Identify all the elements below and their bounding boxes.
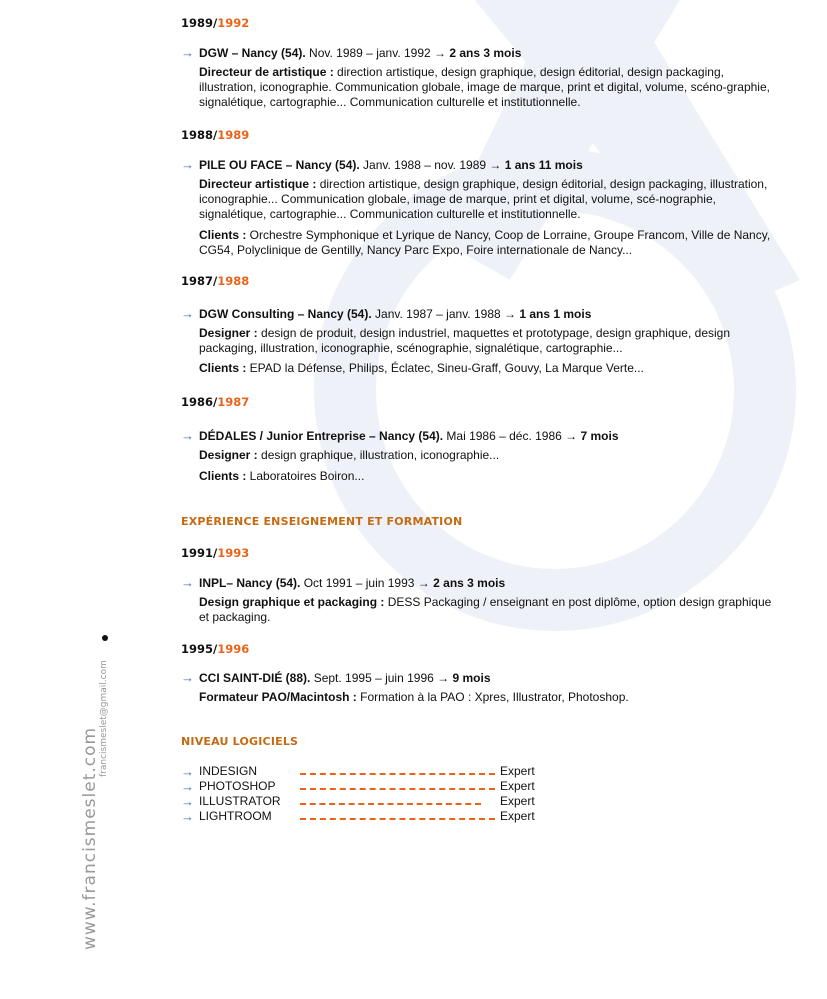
clients-text: EPAD la Défense, Philips, Éclatec, Sineu-Graff, Gouvy, La Marque Verte... xyxy=(246,361,644,375)
skill-level-bar xyxy=(300,788,495,790)
role-description xyxy=(181,690,781,705)
year-start: 1986/ xyxy=(181,395,218,409)
experience-entry xyxy=(181,272,781,393)
dates: Janv. 1988 – nov. 1989 xyxy=(359,158,490,172)
software-name: PHOTOSHOP xyxy=(199,779,276,793)
arrow-right-icon: → xyxy=(181,764,194,779)
duration-arrow-icon: → xyxy=(565,429,578,443)
period xyxy=(181,640,781,658)
clients-description xyxy=(181,469,781,484)
skill-level-label: Expert xyxy=(500,779,535,793)
duration-arrow-icon: → xyxy=(417,576,430,590)
duration: 2 ans 3 mois xyxy=(446,46,522,60)
entry-header xyxy=(181,306,781,322)
role-text: design de produit, design industriel, maquettes et prototypage, design graphique, design packaging, illustration, iconographie, scénographie, signalétique, cartographie... xyxy=(199,326,731,355)
experience-entry xyxy=(181,14,781,126)
entry-header xyxy=(181,575,781,591)
year-start: 1995/ xyxy=(181,642,218,656)
company-name: PILE OU FACE – Nancy (54). xyxy=(199,158,360,172)
role-label: Directeur artistique : xyxy=(199,177,317,191)
role-description xyxy=(181,595,781,625)
company-name: CCI SAINT-DIÉ (88). xyxy=(199,671,311,685)
company-name: DGW Consulting – Nancy (54). xyxy=(199,307,372,321)
role-label: Designer : xyxy=(199,448,258,462)
duration: 1 ans 11 mois xyxy=(501,158,583,172)
role-description xyxy=(181,326,781,356)
duration-arrow-icon: → xyxy=(504,307,517,321)
role-description xyxy=(181,448,781,463)
section-title-teaching: EXPÉRIENCE ENSEIGNEMENT ET FORMATION xyxy=(181,515,463,528)
arrow-right-icon: → xyxy=(181,306,194,321)
year-end: 1989 xyxy=(217,128,250,142)
role-description xyxy=(181,65,781,110)
company-name: DÉDALES / Junior Entreprise – Nancy (54). xyxy=(199,429,444,443)
experience-entry xyxy=(181,126,781,272)
role-label: Formateur PAO/Macintosh : xyxy=(199,690,357,704)
period xyxy=(181,14,781,32)
role-text: direction artistique, design graphique, design éditorial, design packaging, illustration, iconographie. Communication globale, image de marque, print et digital, volume, scéno-graphie, signalétique, cartographie... Communication culturelle et institutionnelle. xyxy=(199,65,770,109)
duration: 2 ans 3 mois xyxy=(429,576,506,590)
arrow-right-icon: → xyxy=(181,45,194,60)
dates: Mai 1986 – déc. 1986 xyxy=(443,429,566,443)
entry-header xyxy=(181,428,781,444)
role-description xyxy=(181,177,781,222)
software-list xyxy=(181,764,781,824)
period xyxy=(181,393,781,411)
company-name: DGW – Nancy (54). xyxy=(199,46,306,60)
clients-label: Clients : xyxy=(199,361,247,375)
duration-arrow-icon: → xyxy=(437,671,450,685)
clients-text: Orchestre Symphonique et Lyrique de Nancy, Coop de Lorraine, Groupe Francom, Ville de Nancy, CG54, Polyclinique de Gentilly, Nancy Parc Expo, Foire internationale de Nancy... xyxy=(199,228,771,257)
skill-level-label: Expert xyxy=(500,794,535,808)
year-end: 1987 xyxy=(217,395,250,409)
arrow-right-icon: → xyxy=(181,809,194,824)
sidebar-website[interactable]: www.francismeslet.com xyxy=(80,726,100,950)
software-name: ILLUSTRATOR xyxy=(199,794,281,808)
year-end: 1992 xyxy=(217,16,250,30)
period xyxy=(181,544,781,562)
arrow-right-icon: → xyxy=(181,157,194,172)
duration: 1 ans 1 mois xyxy=(516,307,592,321)
duration-arrow-icon: → xyxy=(434,46,447,60)
arrow-right-icon: → xyxy=(181,428,194,443)
company-name: INPL– Nancy (54). xyxy=(199,576,301,590)
sidebar-email[interactable]: francismeslet@gmail.com xyxy=(99,660,109,777)
dates: Nov. 1989 – janv. 1992 xyxy=(305,46,435,60)
year-start: 1991/ xyxy=(181,546,218,560)
year-end: 1993 xyxy=(217,546,250,560)
software-name: LIGHTROOM xyxy=(199,809,272,823)
section-title-software: NIVEAU LOGICIELS xyxy=(181,735,299,748)
teaching-entry xyxy=(181,640,781,734)
dates: Janv. 1987 – janv. 1988 xyxy=(371,307,505,321)
year-end: 1996 xyxy=(217,642,250,656)
arrow-right-icon: → xyxy=(181,670,194,685)
software-row xyxy=(181,809,781,824)
dates: Sept. 1995 – juin 1996 xyxy=(310,671,438,685)
experience-entry xyxy=(181,393,781,514)
year-start: 1988/ xyxy=(181,128,218,142)
cv-content xyxy=(181,14,781,824)
role-label: Directeur de artistique : xyxy=(199,65,334,79)
role-text: direction artistique, design graphique, design éditorial, design packaging, illustration, iconographie... Communication globale, image de marque, print et digital, volume, scé-nographie, signalétique, cartographie... Communication culturelle et institutionnelle. xyxy=(199,177,768,221)
skill-level-bar xyxy=(300,818,495,820)
software-row xyxy=(181,779,781,794)
software-row xyxy=(181,764,781,779)
skill-level-bar xyxy=(300,803,481,805)
clients-description xyxy=(181,361,781,376)
duration: 7 mois xyxy=(577,429,619,443)
period xyxy=(181,272,781,290)
skill-level-label: Expert xyxy=(500,809,535,823)
clients-label: Clients : xyxy=(199,469,247,483)
year-start: 1987/ xyxy=(181,274,218,288)
clients-label: Clients : xyxy=(199,228,247,242)
duration-arrow-icon: → xyxy=(489,158,502,172)
clients-text: Laboratoires Boiron... xyxy=(246,469,365,483)
entry-header xyxy=(181,45,781,61)
role-label: Designer : xyxy=(199,326,258,340)
role-text: design graphique, illustration, iconographie... xyxy=(257,448,500,462)
teaching-entry xyxy=(181,544,781,640)
year-end: 1988 xyxy=(217,274,250,288)
role-label: Design graphique et packaging : xyxy=(199,595,385,609)
software-name: INDESIGN xyxy=(199,764,258,778)
entry-header xyxy=(181,670,781,686)
entry-header xyxy=(181,157,781,173)
skill-level-bar xyxy=(300,773,495,775)
dates: Oct 1991 – juin 1993 xyxy=(300,576,418,590)
sidebar-bullet xyxy=(102,635,108,641)
software-row xyxy=(181,794,781,809)
year-start: 1989/ xyxy=(181,16,218,30)
role-text: Formation à la PAO : Xpres, Illustrator, Photoshop. xyxy=(356,690,629,704)
skill-level-label: Expert xyxy=(500,764,535,778)
duration: 9 mois xyxy=(449,671,491,685)
arrow-right-icon: → xyxy=(181,575,194,590)
period xyxy=(181,126,781,144)
role-text: DESS Packaging / enseignant en post diplôme, option design graphique et packaging. xyxy=(199,595,772,624)
clients-description xyxy=(181,228,781,258)
arrow-right-icon: → xyxy=(181,794,194,809)
arrow-right-icon: → xyxy=(181,779,194,794)
